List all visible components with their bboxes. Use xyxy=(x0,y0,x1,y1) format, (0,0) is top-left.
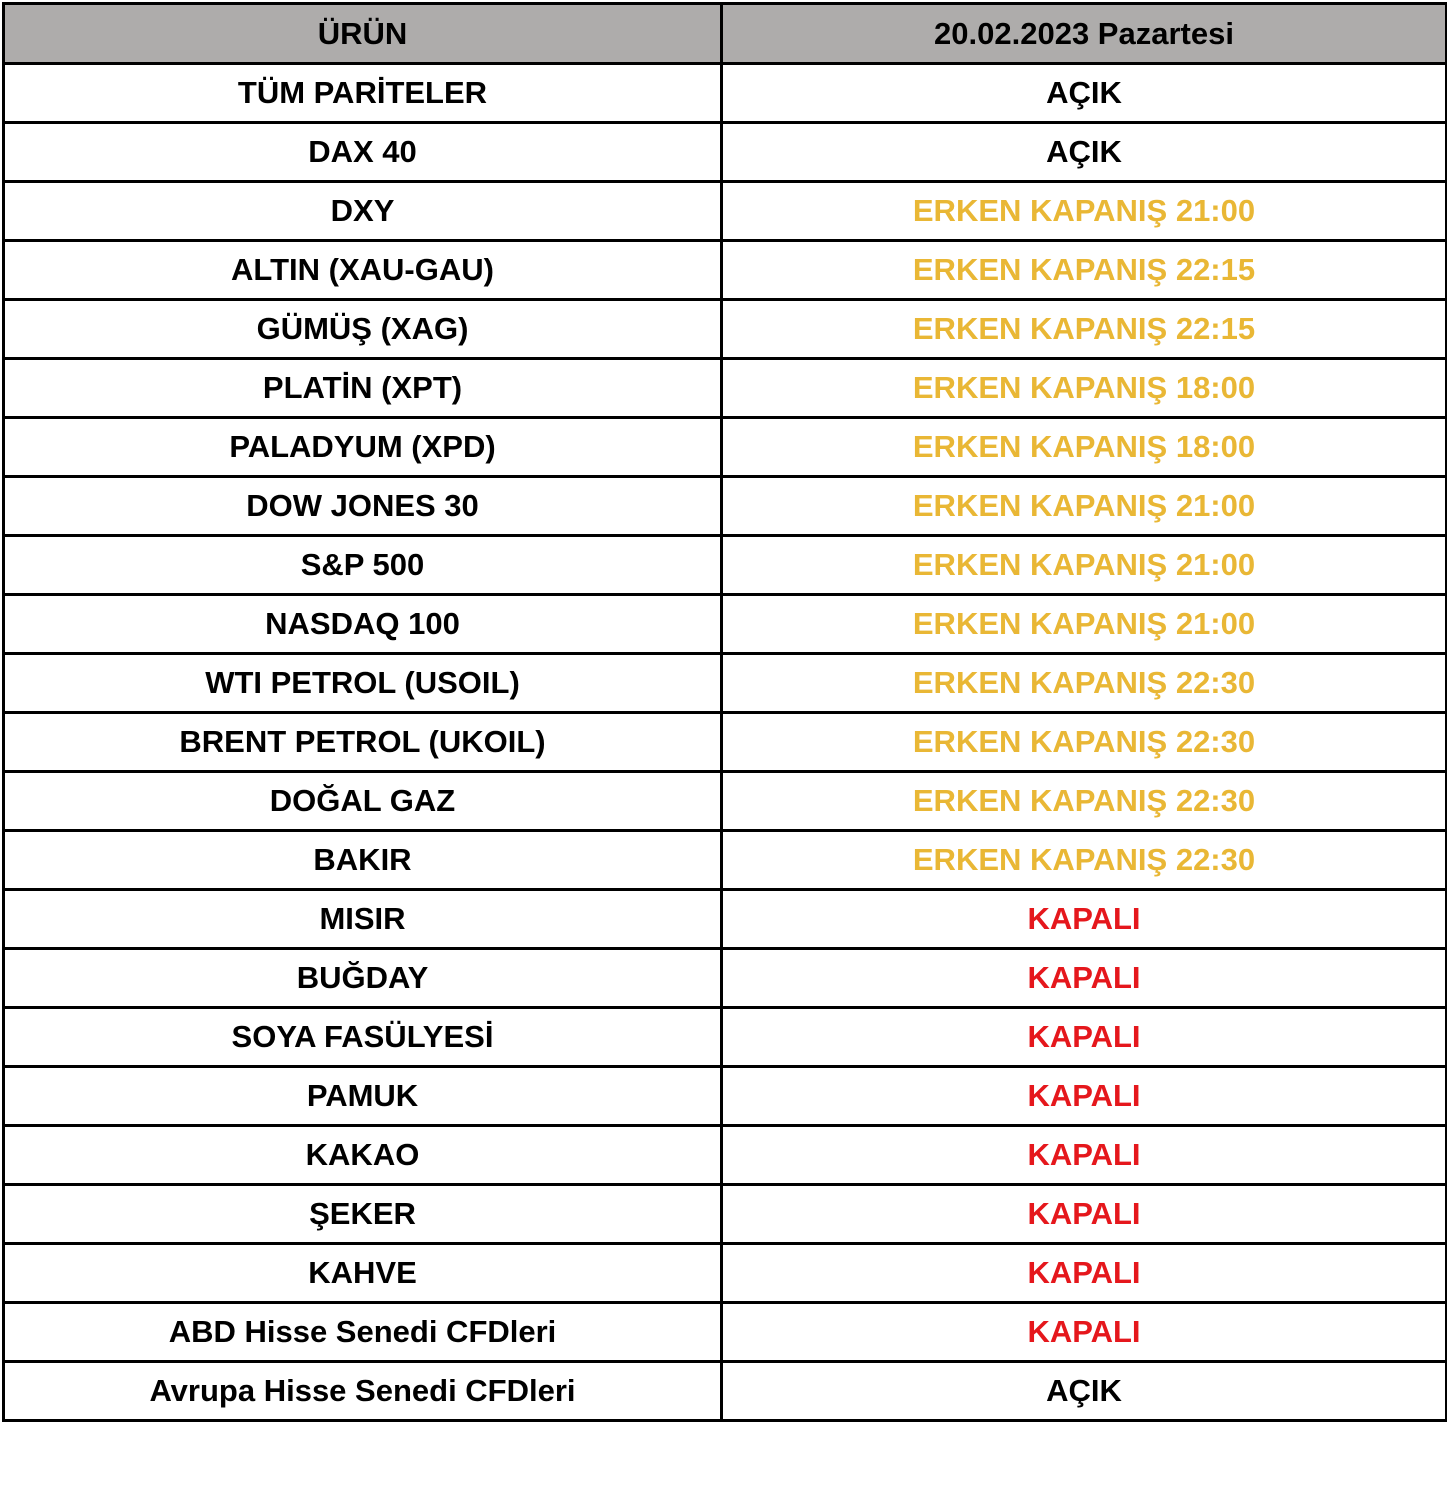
table-row xyxy=(4,1244,1447,1303)
table-row xyxy=(4,477,1447,536)
market-hours-table xyxy=(2,2,1447,1422)
table-row xyxy=(4,123,1447,182)
product-cell: S&P 500 xyxy=(4,536,722,595)
status-cell: KAPALI xyxy=(722,1303,1447,1362)
status-cell: ERKEN KAPANIŞ 21:00 xyxy=(722,477,1447,536)
table-row xyxy=(4,1008,1447,1067)
table-row xyxy=(4,772,1447,831)
table-row xyxy=(4,654,1447,713)
table-row xyxy=(4,359,1447,418)
product-cell: PAMUK xyxy=(4,1067,722,1126)
product-cell: TÜM PARİTELER xyxy=(4,64,722,123)
product-cell: ABD Hisse Senedi CFDleri xyxy=(4,1303,722,1362)
product-cell: ALTIN (XAU-GAU) xyxy=(4,241,722,300)
table-row xyxy=(4,64,1447,123)
status-cell: KAPALI xyxy=(722,890,1447,949)
table-body xyxy=(4,64,1447,1421)
status-cell: ERKEN KAPANIŞ 22:30 xyxy=(722,713,1447,772)
status-cell: ERKEN KAPANIŞ 22:30 xyxy=(722,831,1447,890)
product-cell: BUĞDAY xyxy=(4,949,722,1008)
table-row xyxy=(4,831,1447,890)
header-product: ÜRÜN xyxy=(4,4,722,64)
status-cell: KAPALI xyxy=(722,1008,1447,1067)
product-cell: GÜMÜŞ (XAG) xyxy=(4,300,722,359)
status-cell: KAPALI xyxy=(722,1185,1447,1244)
product-cell: DOW JONES 30 xyxy=(4,477,722,536)
table-row xyxy=(4,536,1447,595)
product-cell: NASDAQ 100 xyxy=(4,595,722,654)
status-cell: ERKEN KAPANIŞ 22:15 xyxy=(722,300,1447,359)
product-cell: DOĞAL GAZ xyxy=(4,772,722,831)
status-cell: ERKEN KAPANIŞ 22:15 xyxy=(722,241,1447,300)
status-cell: AÇIK xyxy=(722,64,1447,123)
product-cell: KAKAO xyxy=(4,1126,722,1185)
product-cell: MISIR xyxy=(4,890,722,949)
header-date: 20.02.2023 Pazartesi xyxy=(722,4,1447,64)
status-cell: ERKEN KAPANIŞ 22:30 xyxy=(722,772,1447,831)
status-cell: ERKEN KAPANIŞ 21:00 xyxy=(722,536,1447,595)
status-cell: KAPALI xyxy=(722,1126,1447,1185)
status-cell: AÇIK xyxy=(722,1362,1447,1421)
status-cell: ERKEN KAPANIŞ 21:00 xyxy=(722,182,1447,241)
table-row xyxy=(4,949,1447,1008)
table-row xyxy=(4,1185,1447,1244)
status-cell: ERKEN KAPANIŞ 18:00 xyxy=(722,359,1447,418)
status-cell: ERKEN KAPANIŞ 21:00 xyxy=(722,595,1447,654)
product-cell: ŞEKER xyxy=(4,1185,722,1244)
table-row xyxy=(4,595,1447,654)
table-row xyxy=(4,890,1447,949)
status-cell: KAPALI xyxy=(722,949,1447,1008)
product-cell: PALADYUM (XPD) xyxy=(4,418,722,477)
product-cell: DAX 40 xyxy=(4,123,722,182)
status-cell: KAPALI xyxy=(722,1067,1447,1126)
status-cell: AÇIK xyxy=(722,123,1447,182)
table-row xyxy=(4,418,1447,477)
table-row xyxy=(4,1303,1447,1362)
product-cell: DXY xyxy=(4,182,722,241)
table-row xyxy=(4,713,1447,772)
table-row xyxy=(4,300,1447,359)
table-row xyxy=(4,182,1447,241)
status-cell: ERKEN KAPANIŞ 22:30 xyxy=(722,654,1447,713)
product-cell: Avrupa Hisse Senedi CFDleri xyxy=(4,1362,722,1421)
product-cell: WTI PETROL (USOIL) xyxy=(4,654,722,713)
status-cell: KAPALI xyxy=(722,1244,1447,1303)
table-row xyxy=(4,1362,1447,1421)
product-cell: PLATİN (XPT) xyxy=(4,359,722,418)
status-cell: ERKEN KAPANIŞ 18:00 xyxy=(722,418,1447,477)
product-cell: BAKIR xyxy=(4,831,722,890)
product-cell: KAHVE xyxy=(4,1244,722,1303)
table-header-row xyxy=(4,4,1447,64)
product-cell: SOYA FASÜLYESİ xyxy=(4,1008,722,1067)
table-row xyxy=(4,1126,1447,1185)
table-row xyxy=(4,241,1447,300)
table-row xyxy=(4,1067,1447,1126)
product-cell: BRENT PETROL (UKOIL) xyxy=(4,713,722,772)
